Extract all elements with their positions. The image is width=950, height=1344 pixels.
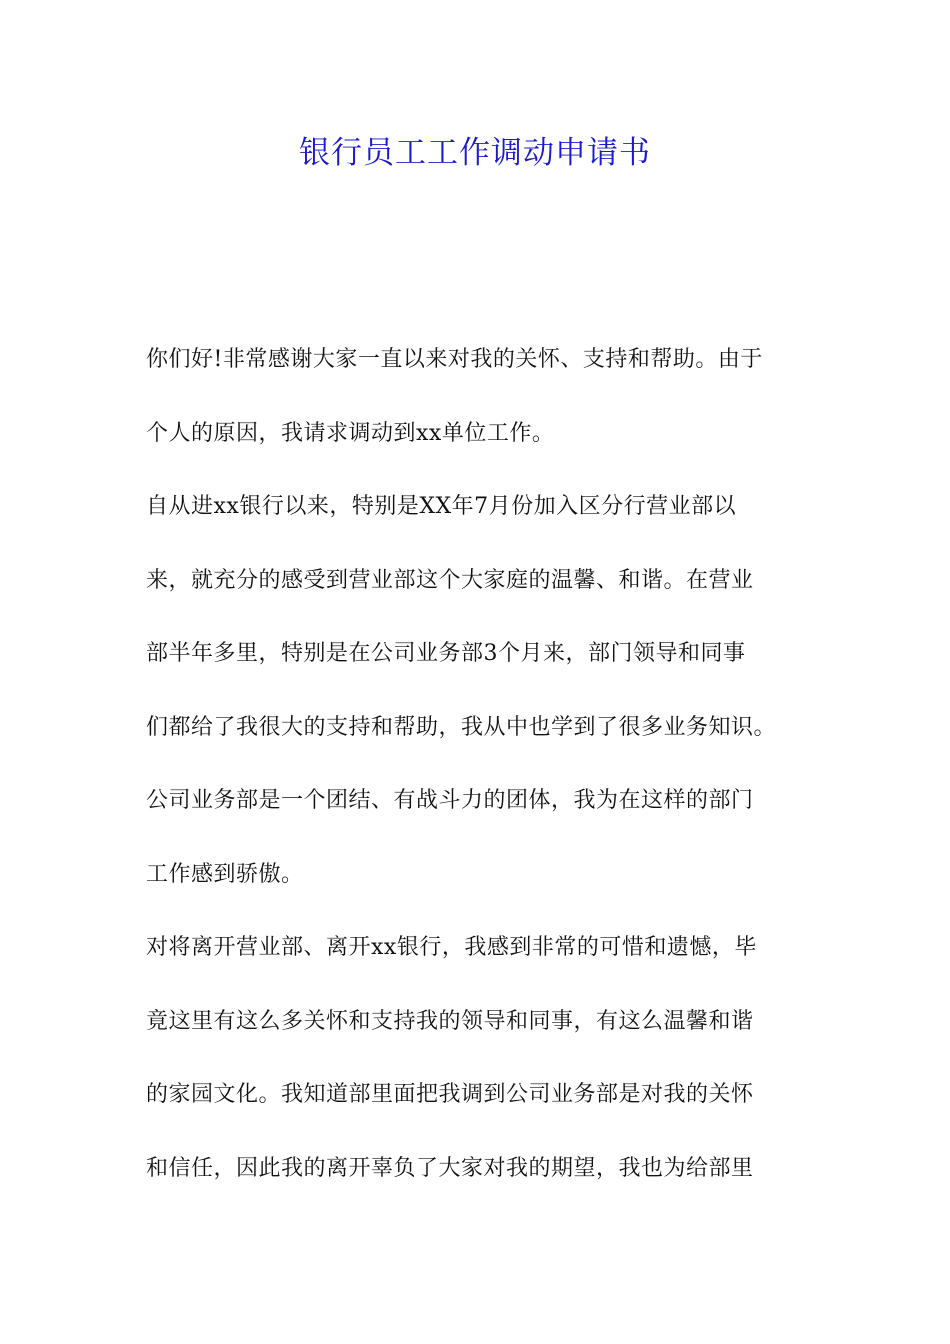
document-title: 银行员工工作调动申请书 [299,135,651,171]
body-line: 部半年多里，特别是在公司业务部3个月来，部门领导和同事 [146,641,746,666]
body-line: 你们好!非常感谢大家一直以来对我的关怀、支持和帮助。由于 [146,347,763,372]
document-body [146,340,826,1222]
body-line: 自从进xx银行以来，特别是XX年7月份加入区分行营业部以 [146,494,737,519]
body-line: 的家园文化。我知道部里面把我调到公司业务部是对我的关怀 [146,1082,754,1107]
body-line: 来，就充分的感受到营业部这个大家庭的温馨、和谐。在营业 [146,567,754,593]
body-line: 工作感到骄傲。 [146,861,304,887]
body-line: 竟这里有这么多关怀和支持我的领导和同事，有这么温馨和谐 [146,1008,754,1034]
body-line: 对将离开营业部、离开xx银行，我感到非常的可惜和遗憾，毕 [146,935,757,960]
body-line: 个人的原因，我请求调动到xx单位工作。 [146,420,555,446]
body-line: 和信任，因此我的离开辜负了大家对我的期望，我也为给部里 [146,1155,754,1181]
body-line: 们都给了我很大的支持和帮助，我从中也学到了很多业务知识。 [146,714,777,740]
body-line: 公司业务部是一个团结、有战斗力的团体，我为在这样的部门 [146,788,754,813]
